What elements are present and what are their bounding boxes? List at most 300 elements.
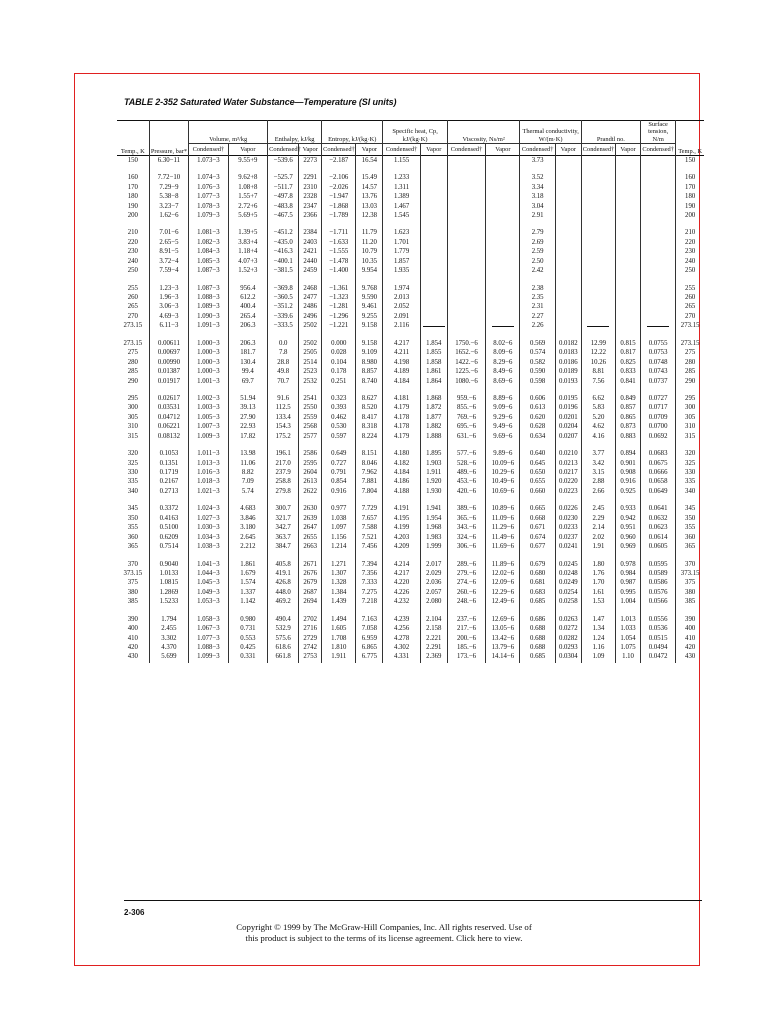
table-cell: 1.10 — [616, 653, 641, 662]
table-cell — [616, 267, 641, 276]
table-cell: 0.688 — [520, 644, 555, 653]
table-cell: 3.06−3 — [149, 303, 188, 312]
table-cell: 0.854 — [322, 478, 356, 487]
table-cell: 0.0182 — [555, 339, 581, 348]
table-cell — [486, 303, 520, 312]
table-cell: 13.05−6 — [486, 625, 520, 634]
table-cell: 1.155 — [383, 156, 420, 166]
table-cell: 1.605 — [322, 625, 356, 634]
table-row — [117, 395, 704, 404]
table-cell: 1.983 — [420, 533, 447, 542]
table-cell: 1.96−3 — [149, 294, 188, 303]
table-cell: 0.686 — [520, 615, 555, 624]
table-cell: 0.908 — [616, 469, 641, 478]
table-cell: 0.0195 — [555, 395, 581, 404]
table-cell: −539.6 — [268, 156, 299, 166]
table-cell: 4.191 — [383, 505, 420, 514]
table-cell: 2679 — [299, 579, 322, 588]
table-cell: 1.085−3 — [189, 257, 228, 266]
table-cell: 426.8 — [268, 579, 299, 588]
table-cell: 1.000−3 — [189, 358, 228, 367]
table-cell: 360 — [685, 533, 696, 541]
table-cell: 7.218 — [356, 598, 383, 607]
table-cell: 4.278 — [383, 634, 420, 643]
table-cell — [616, 322, 641, 331]
table-cell: 1.142 — [228, 598, 267, 607]
table-cell — [555, 294, 581, 303]
table-cell: −1.281 — [322, 303, 356, 312]
table-cell: 13.42−6 — [486, 634, 520, 643]
table-cell: 237.−6 — [447, 615, 485, 624]
table-row — [117, 284, 704, 293]
table-cell: 4.182 — [383, 459, 420, 468]
table-cell: 4.217 — [383, 339, 420, 348]
table-cell — [581, 284, 615, 293]
table-cell: 2.158 — [420, 625, 447, 634]
table-cell: 2.72+6 — [228, 202, 267, 211]
table-cell: 0.00697 — [149, 349, 188, 358]
table-cell: 2459 — [299, 267, 322, 276]
table-cell: 0.251 — [322, 377, 356, 386]
table-cell — [447, 229, 485, 238]
table-cell: 0.0248 — [555, 570, 581, 579]
table-cell: −1.947 — [322, 193, 356, 202]
table-cell: 6.11−3 — [149, 322, 188, 331]
table-cell: 8.520 — [356, 404, 383, 413]
header-vapor: Vapor — [228, 144, 267, 156]
header-temp-right: Temp., K — [678, 148, 703, 156]
table-cell: 2328 — [299, 193, 322, 202]
table-cell: 1.968 — [420, 524, 447, 533]
table-cell: 230 — [685, 248, 696, 256]
table-cell: 0.0641 — [640, 505, 675, 514]
table-cell: 0.681 — [520, 579, 555, 588]
table-cell: 0.393 — [322, 404, 356, 413]
table-cell: 453.−6 — [447, 478, 485, 487]
table-cell — [486, 202, 520, 211]
table-cell: 279.8 — [268, 488, 299, 497]
table-cell: 260.−6 — [447, 589, 485, 598]
table-cell: 9.158 — [356, 339, 383, 348]
table-cell — [640, 156, 675, 166]
table-cell: 0.660 — [520, 488, 555, 497]
table-cell: 7.59−4 — [149, 267, 188, 276]
table-cell: 270 — [117, 313, 149, 322]
table-cell: 2613 — [299, 478, 322, 487]
table-cell — [581, 239, 615, 248]
table-row — [117, 193, 704, 202]
table-cell: 0.0709 — [640, 414, 675, 423]
table-cell: 0.574 — [520, 349, 555, 358]
table-cell: 1.545 — [383, 212, 420, 221]
section-rule — [647, 325, 669, 327]
table-cell: 1.974 — [383, 284, 420, 293]
table-cell: 4.179 — [383, 432, 420, 441]
table-cell — [447, 313, 485, 322]
table-row — [117, 294, 704, 303]
header-vapor: Vapor — [486, 144, 520, 156]
table-cell: 1.033 — [616, 625, 641, 634]
table-cell — [640, 313, 675, 322]
table-cell: 0.645 — [520, 459, 555, 468]
table-cell: 448.0 — [268, 589, 299, 598]
table-cell: 1.467 — [383, 202, 420, 211]
table-cell: 0.0272 — [555, 625, 581, 634]
table-cell: 255 — [685, 284, 696, 292]
table-cell: 285 — [117, 368, 149, 377]
table-cell: 0.04712 — [149, 414, 188, 423]
table-cell: 0.0204 — [555, 423, 581, 432]
table-cell: 1.009−3 — [189, 432, 228, 441]
table-cell: 0.984 — [616, 570, 641, 579]
table-cell: 4.184 — [383, 377, 420, 386]
table-body — [117, 156, 704, 663]
table-cell: 0.0494 — [640, 644, 675, 653]
table-cell: 8.82 — [228, 469, 267, 478]
table-cell: 2514 — [299, 358, 322, 367]
table-cell: 5.74 — [228, 488, 267, 497]
table-cell: 4.198 — [383, 358, 420, 367]
table-cell: 273.15 — [117, 339, 149, 348]
table-cell: 0.668 — [520, 514, 555, 523]
table-cell: 2440 — [299, 257, 322, 266]
table-cell: 0.0692 — [640, 432, 675, 441]
table-cell: 0.06221 — [149, 423, 188, 432]
table-cell: 1.013−3 — [189, 459, 228, 468]
table-cell — [555, 183, 581, 192]
table-cell: 1.779 — [383, 248, 420, 257]
table-cell — [555, 322, 581, 331]
table-cell: 9.954 — [356, 267, 383, 276]
table-cell: 0.634 — [520, 432, 555, 441]
table-cell: 324.−6 — [447, 533, 485, 542]
table-cell: 265 — [117, 303, 149, 312]
table-cell: 390 — [685, 615, 696, 623]
table-cell: 1.930 — [420, 488, 447, 497]
table-cell: 0.331 — [228, 653, 267, 662]
table-cell: 420 — [685, 644, 696, 651]
table-cell: 0.655 — [520, 478, 555, 487]
table-cell: −1.400 — [322, 267, 356, 276]
table-cell: 1.053−3 — [189, 598, 228, 607]
table-cell: 0.987 — [616, 579, 641, 588]
table-row — [117, 478, 704, 487]
table-cell: 345 — [117, 505, 149, 514]
header-entropy: Entropy, kJ/(kg·K) — [322, 121, 383, 144]
table-cell: 6.30−11 — [149, 156, 188, 166]
table-cell: 9.62+8 — [228, 174, 267, 183]
table-cell: 2630 — [299, 505, 322, 514]
table-cell: 1.002−3 — [189, 395, 228, 404]
table-cell — [555, 156, 581, 166]
table-cell: 661.8 — [268, 653, 299, 662]
table-cell — [420, 183, 447, 192]
table-cell: 340 — [117, 488, 149, 497]
header-thermal-conductivity: Thermal conductivity, W/(m·K) — [520, 121, 581, 144]
table-cell: 11.79 — [356, 229, 383, 238]
table-cell: 1.0133 — [149, 570, 188, 579]
copyright-notice[interactable] — [0, 922, 768, 945]
table-cell — [640, 248, 675, 257]
table-cell: 7.72−10 — [149, 174, 188, 183]
table-row — [117, 202, 704, 211]
table-cell: 363.7 — [268, 533, 299, 542]
table-row — [117, 469, 704, 478]
table-cell: 380 — [117, 589, 149, 598]
table-cell: 3.04 — [520, 202, 555, 211]
table-cell: 2.14 — [581, 524, 615, 533]
table-cell: 1.08+8 — [228, 183, 267, 192]
table-cell: 489.−6 — [447, 469, 485, 478]
table-cell: 430 — [117, 653, 149, 662]
table-cell: 0.933 — [616, 505, 641, 514]
table-cell — [640, 239, 675, 248]
table-cell: 7.56 — [581, 377, 615, 386]
table-cell: 2366 — [299, 212, 322, 221]
table-cell: 1.679 — [228, 570, 267, 579]
table-row — [117, 644, 704, 653]
table-cell — [486, 239, 520, 248]
table-cell: 8.91−5 — [149, 248, 188, 257]
table-cell: 0.960 — [616, 533, 641, 542]
table-cell: 1.34 — [581, 625, 615, 634]
table-cell — [581, 229, 615, 238]
table-cell: 5.699 — [149, 653, 188, 662]
table-cell: 1.021−3 — [189, 488, 228, 497]
table-cell: 0.03531 — [149, 404, 188, 413]
table-cell: 49.8 — [268, 368, 299, 377]
table-cell: 1.810 — [322, 644, 356, 653]
table-cell: 1.013 — [616, 615, 641, 624]
table-cell: 1.233 — [383, 174, 420, 183]
table-cell: 320 — [117, 450, 149, 459]
table-cell: 469.2 — [268, 598, 299, 607]
table-cell — [640, 284, 675, 293]
table-cell: 7.29−9 — [149, 183, 188, 192]
table-cell: 1.078−3 — [189, 202, 228, 211]
table-cell: 1.090−3 — [189, 313, 228, 322]
table-cell: 0.590 — [520, 368, 555, 377]
table-cell: 0.0472 — [640, 653, 675, 662]
table-cell — [420, 294, 447, 303]
table-cell: 2.69 — [520, 239, 555, 248]
table-cell: 27.90 — [228, 414, 267, 423]
table-cell: 1.077−3 — [189, 193, 228, 202]
table-cell: 2.036 — [420, 579, 447, 588]
table-cell: 0.0237 — [555, 533, 581, 542]
table-cell: 4.370 — [149, 644, 188, 653]
table-row — [117, 533, 704, 542]
table-cell: 9.590 — [356, 294, 383, 303]
table-cell: 0.0258 — [555, 598, 581, 607]
table-cell: 0.0536 — [640, 625, 675, 634]
group-spacer — [117, 387, 704, 395]
table-cell: 0.00990 — [149, 358, 188, 367]
table-cell: 4.203 — [383, 533, 420, 542]
table-cell: 180 — [117, 193, 149, 202]
table-cell: 1.855 — [420, 349, 447, 358]
table-cell: 1.311 — [383, 183, 420, 192]
table-row — [117, 358, 704, 367]
table-cell: 69.7 — [228, 377, 267, 386]
table-cell: 300.7 — [268, 505, 299, 514]
table-cell: 190 — [685, 202, 696, 210]
table-cell — [486, 257, 520, 266]
table-cell — [420, 229, 447, 238]
table-cell: 1080.−6 — [447, 377, 485, 386]
table-cell: −381.5 — [268, 267, 299, 276]
table-cell: 400.4 — [228, 303, 267, 312]
table-cell: 390 — [117, 615, 149, 624]
table-cell: 11.20 — [356, 239, 383, 248]
table-cell: 0.674 — [520, 533, 555, 542]
table-cell: 8.627 — [356, 395, 383, 404]
table-cell: 12.38 — [356, 212, 383, 221]
table-cell — [616, 202, 641, 211]
table-cell: 11.69−6 — [486, 543, 520, 552]
table-cell: 2468 — [299, 284, 322, 293]
table-cell: −1.221 — [322, 322, 356, 331]
table-cell — [447, 267, 485, 276]
table-cell: 2687 — [299, 589, 322, 598]
table-cell: 2310 — [299, 183, 322, 192]
table-cell: 0.0727 — [640, 395, 675, 404]
table-cell: 420.−6 — [447, 488, 485, 497]
table-cell: 0.0223 — [555, 488, 581, 497]
table-cell: 0.2167 — [149, 478, 188, 487]
table-cell: 11.06 — [228, 459, 267, 468]
table-cell: 9.49−6 — [486, 423, 520, 432]
table-cell: 1.087−3 — [189, 284, 228, 293]
table-cell: 4.188 — [383, 488, 420, 497]
table-cell: 2.50 — [520, 257, 555, 266]
header-condensed: Condensed† — [520, 144, 555, 156]
table-row — [117, 432, 704, 441]
table-cell — [486, 174, 520, 183]
table-cell: 0.0623 — [640, 524, 675, 533]
table-cell: 237.9 — [268, 469, 299, 478]
table-cell: 306.−6 — [447, 543, 485, 552]
table-cell: 185.−6 — [447, 644, 485, 653]
table-cell: 0.977 — [322, 505, 356, 514]
table-cell: 0.951 — [616, 524, 641, 533]
table-cell: 265 — [685, 303, 696, 311]
table-cell: 2.26 — [520, 322, 555, 331]
table-cell: 206.3 — [228, 322, 267, 331]
header-vapor: Vapor — [616, 144, 641, 156]
table-cell: 0.0586 — [640, 579, 675, 588]
table-cell: 1.888 — [420, 432, 447, 441]
table-cell: 0.0666 — [640, 469, 675, 478]
table-cell: 335 — [685, 478, 696, 486]
table-cell: 2.02 — [581, 533, 615, 542]
table-cell: 9.69−6 — [486, 432, 520, 441]
table-cell: 173.−6 — [447, 653, 485, 662]
table-cell: 0.0566 — [640, 598, 675, 607]
table-cell: −2.187 — [322, 156, 356, 166]
table-cell: 2550 — [299, 404, 322, 413]
table-cell: 13.98 — [228, 450, 267, 459]
table-cell: 9.09−6 — [486, 404, 520, 413]
table-cell: 0.0263 — [555, 615, 581, 624]
table-cell: 2.645 — [228, 533, 267, 542]
group-spacer — [117, 442, 704, 450]
table-cell — [616, 183, 641, 192]
table-cell — [447, 174, 485, 183]
table-cell: 6.865 — [356, 644, 383, 653]
table-cell: 273.15 — [680, 322, 700, 330]
table-cell: 0.0589 — [640, 570, 675, 579]
table-cell: 2663 — [299, 543, 322, 552]
table-cell: 0.0748 — [640, 358, 675, 367]
table-cell: 217.0 — [268, 459, 299, 468]
table-cell: 0.916 — [616, 478, 641, 487]
table-cell — [555, 174, 581, 183]
table-row — [117, 248, 704, 257]
table-cell: 1.858 — [420, 358, 447, 367]
table-cell: 0.0649 — [640, 488, 675, 497]
table-cell — [581, 248, 615, 257]
table-cell: 1.038−3 — [189, 543, 228, 552]
table-row — [117, 634, 704, 643]
table-cell: 200.−6 — [447, 634, 485, 643]
table-cell: −2.026 — [322, 183, 356, 192]
table-cell: 1.5233 — [149, 598, 188, 607]
table-cell: 0.0675 — [640, 459, 675, 468]
table-cell: 1.09 — [581, 653, 615, 662]
table-cell — [447, 156, 485, 166]
table-cell — [640, 303, 675, 312]
table-cell: 0.0576 — [640, 589, 675, 598]
table-cell: 7.394 — [356, 560, 383, 569]
table-cell: 1.70 — [581, 579, 615, 588]
table-cell: 1.038 — [322, 514, 356, 523]
table-cell — [420, 239, 447, 248]
table-cell: 3.15 — [581, 469, 615, 478]
license-link[interactable]: this product is subject to the terms of its license agreement. Click here to view. — [245, 933, 523, 944]
table-cell: 1.574 — [228, 579, 267, 588]
table-cell: 10.49−6 — [486, 478, 520, 487]
table-cell: 2.455 — [149, 625, 188, 634]
table-row — [117, 488, 704, 497]
table-cell: 8.81 — [581, 368, 615, 377]
table-cell: 2291 — [299, 174, 322, 183]
table-cell: 1.55+7 — [228, 193, 267, 202]
table-cell: 305 — [117, 414, 149, 423]
table-cell: 2742 — [299, 644, 322, 653]
table-cell: 290 — [117, 377, 149, 386]
table-cell: 7.962 — [356, 469, 383, 478]
table-cell — [555, 212, 581, 221]
table-cell: 8.09−6 — [486, 349, 520, 358]
table-cell: 0.865 — [616, 414, 641, 423]
table-row — [117, 229, 704, 238]
table-cell: 9.109 — [356, 349, 383, 358]
header-enthalpy: Enthalpy, kJ/kg — [268, 121, 322, 144]
table-cell: 385 — [117, 598, 149, 607]
table-cell: 4.69−3 — [149, 313, 188, 322]
table-cell: 175.2 — [268, 432, 299, 441]
table-row — [117, 524, 704, 533]
table-cell: −369.8 — [268, 284, 299, 293]
table-cell: 1.623 — [383, 229, 420, 238]
table-cell: 7.8 — [268, 349, 299, 358]
table-cell: 290 — [685, 377, 696, 385]
table-cell — [616, 229, 641, 238]
table-cell: 0.0614 — [640, 533, 675, 542]
table-cell: 9.89−6 — [486, 450, 520, 459]
table-cell: 405.8 — [268, 560, 299, 569]
